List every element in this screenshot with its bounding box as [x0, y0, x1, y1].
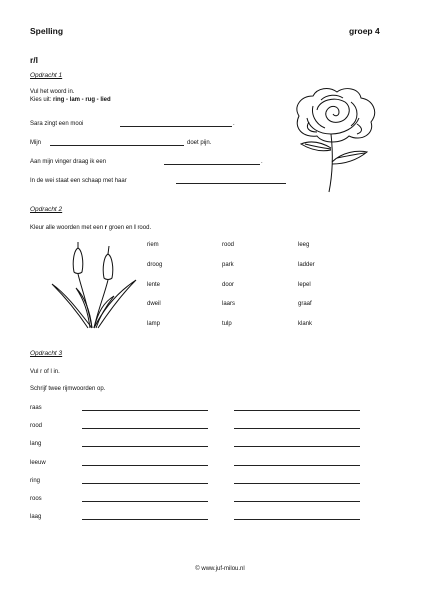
instruction-part-2: groen en: [108, 225, 133, 231]
exercise1-instruction: Vul het woord in.: [30, 89, 75, 95]
exercise3-heading: Opdracht 3: [30, 350, 63, 357]
answer-blank-3[interactable]: [164, 164, 260, 165]
word-cell[interactable]: door: [222, 282, 235, 288]
sentence-1-after: .: [233, 121, 235, 127]
word-cell[interactable]: ladder: [298, 262, 315, 268]
word-choices: ring - lam - rug - lied: [53, 97, 111, 103]
rhyme-blank[interactable]: [82, 465, 208, 466]
sentence-3-before: Aan mijn vinger draag ik een: [30, 159, 107, 165]
exercise2-instruction: [30, 224, 151, 232]
word-cell[interactable]: klank: [298, 321, 313, 327]
word-cell[interactable]: laars: [222, 301, 236, 307]
answer-blank-2[interactable]: [50, 145, 184, 146]
choose-label: Kies uit:: [30, 97, 52, 103]
word-cell[interactable]: tulp: [222, 321, 232, 327]
rhyme-word: rood: [30, 423, 43, 429]
sentence-2-before: Mijn: [30, 140, 42, 146]
rhyme-blank[interactable]: [82, 501, 208, 502]
rhyme-word: raas: [30, 405, 42, 411]
sentence-4-before: In de wei staat een schaap met haar: [30, 178, 127, 184]
cattail-illustration: [48, 240, 140, 330]
word-cell[interactable]: lente: [147, 282, 161, 288]
topic-label: r/l: [30, 55, 39, 65]
rhyme-word: ring: [30, 478, 41, 484]
word-cell[interactable]: rood: [222, 242, 235, 248]
rhyme-word: lang: [30, 441, 42, 447]
answer-blank-4[interactable]: [176, 183, 286, 184]
word-cell[interactable]: graaf: [298, 301, 312, 307]
letter-l: l: [134, 225, 136, 231]
rhyme-blank[interactable]: [234, 446, 360, 447]
worksheet-title: Spelling: [30, 26, 64, 36]
exercise1-heading: Opdracht 1: [30, 72, 63, 79]
sentence-1-before: Sara zingt een mooi: [30, 121, 84, 127]
word-cell[interactable]: leeg: [298, 242, 310, 248]
rhyme-word: leeuw: [30, 460, 46, 466]
letter-r: r: [104, 225, 108, 231]
rhyme-blank[interactable]: [82, 428, 208, 429]
word-cell[interactable]: lamp: [147, 321, 161, 327]
instruction-part-1: Kleur alle woorden met een: [30, 225, 104, 231]
instruction-part-3: rood.: [137, 225, 152, 231]
grade-label: groep 4: [349, 26, 380, 36]
rhyme-blank[interactable]: [82, 446, 208, 447]
rhyme-word: laag: [30, 514, 42, 520]
word-cell[interactable]: dweil: [147, 301, 161, 307]
word-cell[interactable]: droog: [147, 262, 163, 268]
rhyme-blank[interactable]: [234, 483, 360, 484]
rhyme-blank[interactable]: [234, 501, 360, 502]
word-cell[interactable]: riem: [147, 242, 159, 248]
rhyme-blank[interactable]: [82, 519, 208, 520]
exercise2-heading: Opdracht 2: [30, 206, 63, 213]
rhyme-word: roos: [30, 496, 42, 502]
exercise1-choices-row: [30, 96, 111, 104]
rose-illustration: [287, 82, 387, 194]
copyright-footer: © www.juf-milou.nl: [195, 566, 245, 572]
exercise3-instruction-2: Schrijf twee rijmwoorden op.: [30, 386, 106, 392]
word-cell[interactable]: lepel: [298, 282, 311, 288]
answer-blank-1[interactable]: [120, 126, 232, 127]
sentence-2-after: doet pijn.: [187, 140, 212, 146]
rhyme-blank[interactable]: [234, 465, 360, 466]
rhyme-blank[interactable]: [82, 410, 208, 411]
rhyme-blank[interactable]: [234, 410, 360, 411]
exercise3-instruction-1: Vul r of l in.: [30, 369, 60, 375]
rhyme-blank[interactable]: [82, 483, 208, 484]
sentence-3-after: .: [261, 159, 263, 165]
word-cell[interactable]: park: [222, 262, 234, 268]
rhyme-blank[interactable]: [234, 519, 360, 520]
rhyme-blank[interactable]: [234, 428, 360, 429]
